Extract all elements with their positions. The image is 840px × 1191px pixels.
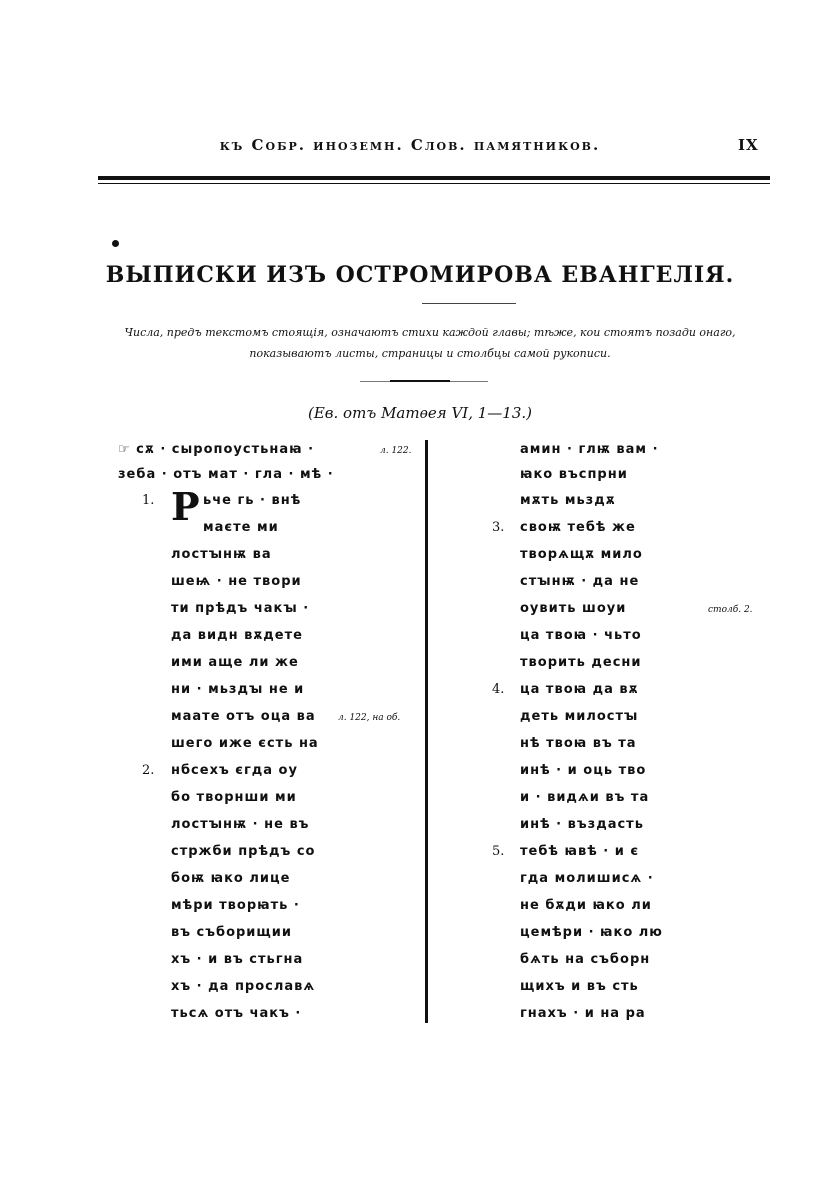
title-underline: [422, 303, 516, 304]
right-line: ꙗко въспрни: [520, 467, 628, 482]
right-line: и · видѧи въ та: [520, 790, 650, 805]
right-line: цемѣри · ꙗко лю: [520, 925, 663, 940]
note-separator-center: [390, 380, 450, 382]
left-heading-line-2: зеба · отъ мат · гла · мѣ ·: [118, 467, 334, 482]
right-line: своѭ тебѣ же: [520, 520, 636, 535]
verse-number-5: 5.: [492, 844, 505, 859]
left-heading-line-1: ☞ сѫ · сыропоустьнаꙗ ·: [118, 442, 315, 457]
left-line: въ съборищии: [171, 925, 293, 940]
right-line: инѣ · въздасть: [520, 817, 644, 832]
right-line: гда молишисѧ ·: [520, 871, 654, 886]
header-rule-thick: [98, 176, 770, 180]
header-rule-thin: [98, 183, 770, 184]
side-note-column-2: столб. 2.: [708, 605, 753, 615]
note-line-2: показываютъ листы, страницы и столбцы самой рукописи.: [249, 347, 611, 360]
left-line: нбсехъ єгда оу: [171, 763, 298, 778]
column-divider: [425, 440, 428, 1023]
drop-cap: Р: [171, 484, 200, 529]
right-line: оувить шоуи: [520, 601, 627, 616]
right-line: мѫть мьздѫ: [520, 493, 616, 508]
left-line: ти прѣдъ чакꙑ ·: [171, 601, 310, 616]
right-line: амин · глѭ вам ·: [520, 442, 659, 457]
right-line: творѧщѫ мило: [520, 547, 643, 562]
passage-caption: (Ев. отъ Матѳея VI, 1—13.): [307, 404, 533, 422]
ink-dot-mark: [112, 240, 119, 247]
left-line: ими аще ли же: [171, 655, 299, 670]
left-line: лостꙑнѭ ва: [171, 547, 272, 562]
verse-number-3: 3.: [492, 520, 505, 535]
verse-number-2: 2.: [142, 763, 155, 778]
right-line: деть милостꙑ: [520, 709, 639, 724]
page-title: ВЫПИСКИ ИЗЪ ОСТРОМИРОВА ЕВАНГЕЛІЯ.: [105, 262, 735, 288]
left-line: маєте ми: [203, 520, 279, 535]
left-line: шеѩ · не твори: [171, 574, 302, 589]
right-line: гнахъ · и на ра: [520, 1006, 646, 1021]
left-line: тьсѧ отъ чакъ ·: [171, 1006, 302, 1021]
right-line: бѧть на съборн: [520, 952, 651, 967]
left-line: стржби прѣдъ со: [171, 844, 316, 859]
explanatory-note: [100, 322, 760, 364]
right-line: ца твоꙗ · чьто: [520, 628, 642, 643]
verse-number-4: 4.: [492, 682, 505, 697]
left-line: да видн вѫдете: [171, 628, 303, 643]
right-line: не бѫди ꙗко ли: [520, 898, 652, 913]
page-number: IX: [738, 136, 759, 154]
note-line-1: Числа, предъ текстомъ стоящія, означаютъ стихи каждой главы; тѣже, кои стоятъ позади онаго,: [124, 326, 736, 339]
right-line: ца твоꙗ да вѫ: [520, 682, 639, 697]
left-line: маате отъ оца ва: [171, 709, 316, 724]
right-line: стꙑнѭ · да не: [520, 574, 640, 589]
left-line: ни · мьздꙑ не и: [171, 682, 305, 697]
right-line: творить десни: [520, 655, 642, 670]
right-line: инѣ · и оць тво: [520, 763, 647, 778]
side-note-leaf-122-verso: л. 122, на об.: [338, 713, 401, 723]
side-note-leaf-122: л. 122.: [380, 446, 412, 456]
running-head: къ Собр. иноземн. Слов. памятников.: [219, 136, 601, 154]
left-line: хъ · да прославѧ: [171, 979, 316, 994]
right-line: нѣ твоꙗ въ та: [520, 736, 637, 751]
verse-number-1: 1.: [142, 493, 155, 508]
left-line: бо творнши ми: [171, 790, 297, 805]
right-line: тебѣ ꙗвѣ · и є: [520, 844, 640, 859]
left-line: ьче гь · внѣ: [203, 493, 302, 508]
left-line: шего иже єсть на: [171, 736, 319, 751]
right-line: щихъ и въ сть: [520, 979, 639, 994]
left-line: лостꙑнѭ · не въ: [171, 817, 310, 832]
left-line: боѭ ꙗко лице: [171, 871, 291, 886]
left-line: хъ · и въ стьгна: [171, 952, 304, 967]
left-line: мѣри творꙗть ·: [171, 898, 300, 913]
